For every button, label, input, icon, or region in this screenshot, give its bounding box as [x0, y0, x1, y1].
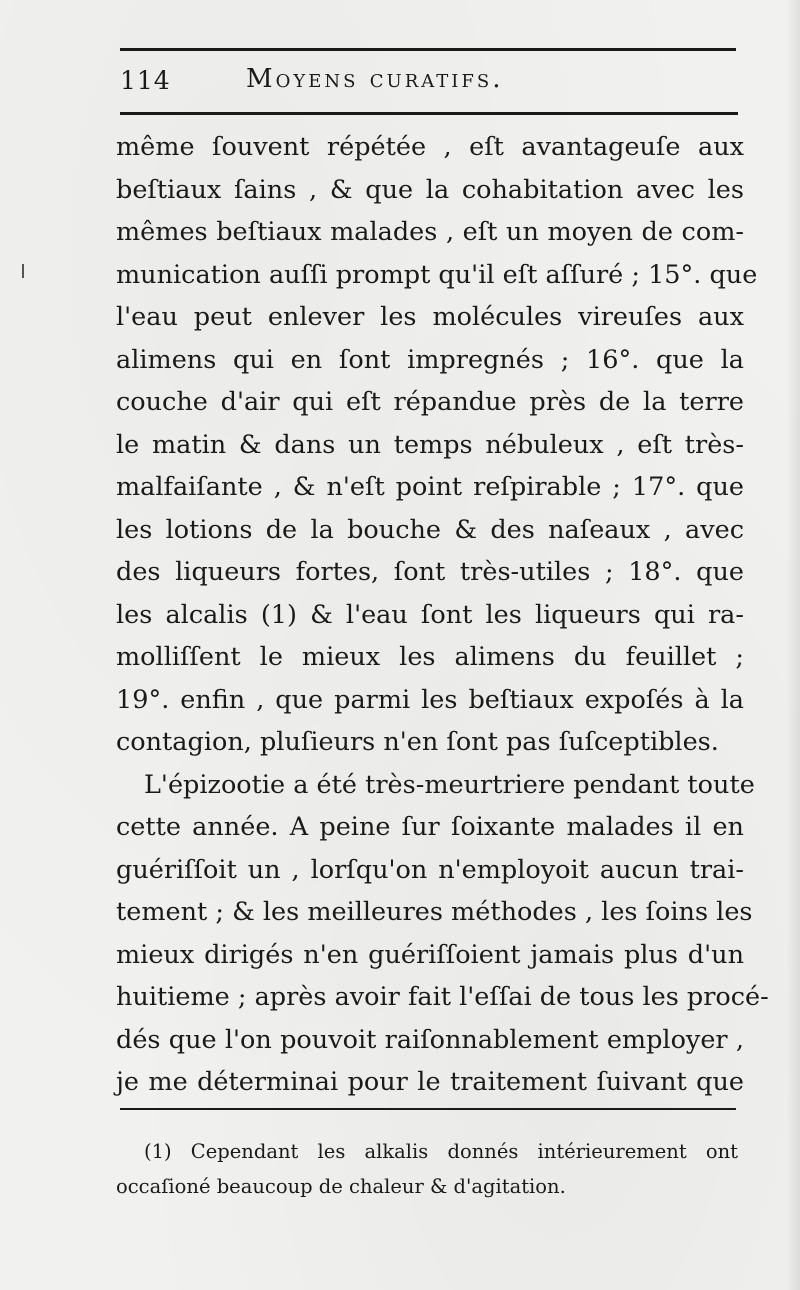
text-line: l'eau peut enlever les molécules vireuſes aux [116, 302, 744, 332]
text-line: alimens qui en ſont impregnés ; 16°. que la [116, 344, 744, 375]
margin-mark [22, 264, 24, 278]
text-line: contagion, pluſieurs n'en ſont pas ſuſceptibles. [116, 727, 719, 757]
paragraph-start-line: L'épizootie a été très-meurtriere pendant toute [144, 769, 755, 800]
text-line: malfaiſante , & n'eſt point reſpirable ; 17°. que [116, 472, 744, 502]
text-line: beſtiaux ſains , & que la cohabitation avec les [116, 174, 744, 205]
running-title [246, 64, 503, 94]
footnote-rule [120, 1108, 736, 1110]
text-line: même ſouvent répétée , eſt avantageuſe aux [116, 132, 744, 162]
page-edge-shadow [786, 0, 800, 1290]
text-line: 19°. enfin , que parmi les beſtiaux expoſés à la [116, 684, 744, 715]
text-line: guériſſoit un , lorſqu'on n'employoit aucun trai- [116, 854, 744, 885]
header-rule [120, 112, 738, 115]
running-head [120, 60, 736, 100]
text-line: cette année. A peine ſur ſoixante malades il en [116, 812, 744, 842]
top-rule [120, 48, 736, 51]
text-line: mêmes beſtiaux malades , eſt un moyen de com- [116, 217, 744, 247]
text-line: huitieme ; après avoir fait l'eſſai de tous les procé- [116, 982, 769, 1012]
text-line: les lotions de la bouche & des naſeaux , avec [116, 514, 744, 545]
body-text [116, 126, 769, 1104]
running-title-rest: oyens curatifs. [275, 64, 504, 94]
text-line: dés que l'on pouvoit raiſonnablement employer , [116, 1024, 744, 1055]
text-line: des liqueurs fortes, ſont très-utiles ; 18°. que [116, 557, 744, 587]
footnote-line: occaſioné beaucoup de chaleur & d'agitation. [116, 1175, 566, 1198]
text-line: je me déterminai pour le traitement ſuivant que [116, 1067, 744, 1097]
text-line: molliſſent le mieux les alimens du feuillet ; [116, 642, 744, 672]
text-line: couche d'air qui eſt répandue près de la terre [116, 387, 744, 417]
text-line: le matin & dans un temps nébuleux , eſt très- [116, 429, 744, 460]
text-line: tement ; & les meilleures méthodes , les ſoins les [116, 897, 753, 927]
text-line: les alcalis (1) & l'eau ſont les liqueurs qui ra- [116, 599, 744, 630]
running-title-initial: M [246, 64, 276, 94]
text-line: munication auſſi prompt qu'il eſt aſſuré ; 15°. que [116, 259, 758, 290]
footnote-line: (1) Cependant les alkalis donnés intérieurement ont [144, 1140, 738, 1163]
page-number: 114 [120, 66, 171, 95]
text-line: mieux dirigés n'en guériſſoient jamais plus d'un [116, 939, 744, 970]
footnote [116, 1134, 738, 1204]
